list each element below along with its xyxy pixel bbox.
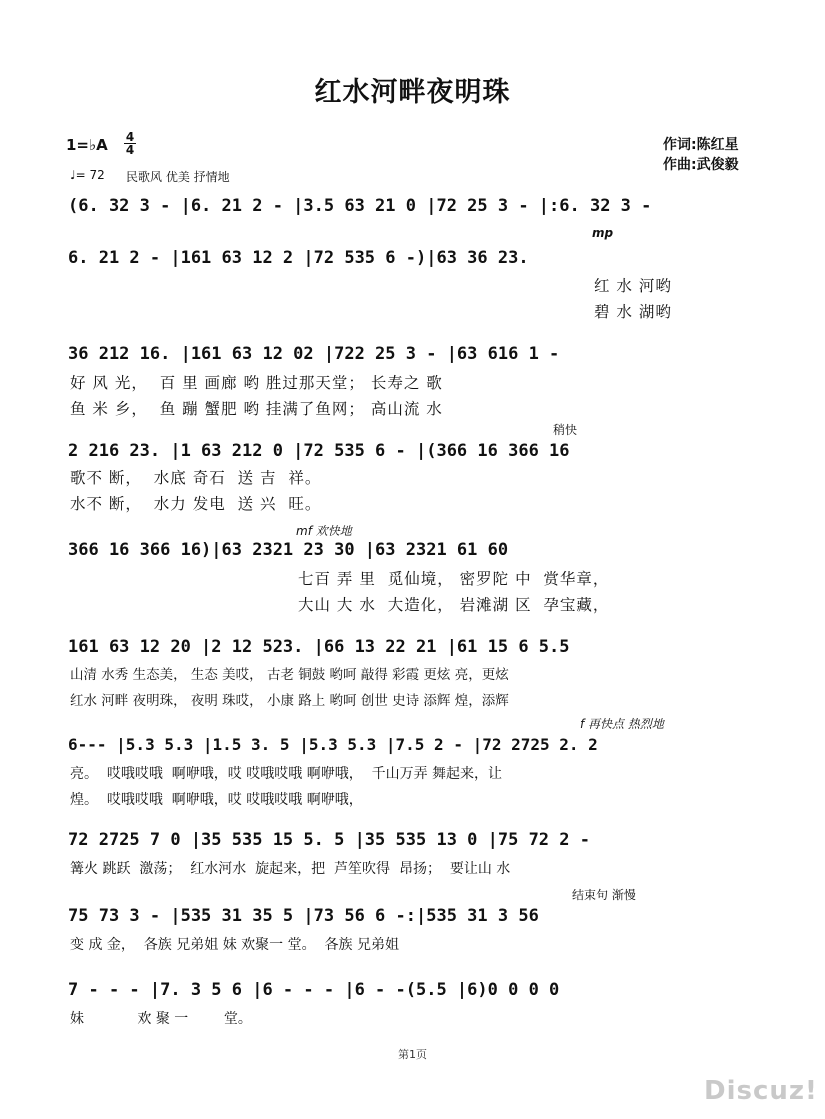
- lyric-verse-1: 篝火 跳跃 激荡； 红水河水 旋起来，把 芦笙吹得 昂扬； 要让山 水: [70, 861, 511, 877]
- notes-line: 72 2725 7 0 |35 535 15 5. 5 |35 535 13 0 |75 72 2 -: [68, 830, 590, 850]
- lyric-verse-1: 变 成 金， 各族 兄弟姐 妹 欢聚一 堂。 各族 兄弟姐: [70, 937, 399, 953]
- tempo-mark: ♩= 72: [70, 168, 105, 182]
- lyric-verse-1: 亮。 哎哦哎哦 啊咿哦，哎 哎哦哎哦 啊咿哦， 千山万弄 舞起来，让: [70, 766, 503, 782]
- score-row-7: [0, 717, 825, 808]
- lyric-verse-1: 好 风 光， 百 里 画廊 哟 胜过那天堂； 长寿之 歌: [70, 374, 443, 392]
- notes-line: 161 63 12 20 |2 12 523. |66 13 22 21 |61 15 6 5.5: [68, 637, 570, 657]
- lyric-verse-2: 大山 大 水 大造化， 岩滩湖 区 孕宝藏，: [298, 596, 610, 614]
- score-row-3: [0, 344, 825, 418]
- time-signature: [124, 131, 136, 156]
- score-row-8: [0, 830, 825, 900]
- score-row-6: [0, 637, 825, 707]
- lyric-verse-2: 水不 断， 水力 发电 送 兴 旺。: [70, 495, 322, 513]
- key-signature: 1=♭A: [66, 136, 108, 154]
- lyric-verse-1: 山清 水秀 生态美， 生态 美哎， 古老 铜鼓 哟呵 敲得 彩霞 更炫 亮，更炫: [70, 667, 509, 683]
- score-row-5: [0, 524, 825, 614]
- notes-line: 75 73 3 - |535 31 35 5 |73 56 6 -:|535 31 3 56: [68, 906, 539, 926]
- dynamic-mark: mf 欢快地: [296, 524, 352, 538]
- score-row-9: [0, 888, 825, 976]
- song-title: 红水河畔夜明珠: [314, 77, 511, 108]
- lyric-verse-1: 妹 欢 聚 一 堂。: [70, 1011, 252, 1027]
- composer-credit: 作曲:武俊毅: [663, 157, 739, 173]
- lyricist-credit: 作词:陈红星: [663, 137, 739, 153]
- notes-line: 6. 21 2 - |161 63 12 2 |72 535 6 -)|63 36 23.: [68, 248, 529, 268]
- dynamic-mark: mp: [592, 226, 614, 240]
- lyric-verse-1: 红 水 河哟: [594, 277, 672, 295]
- score-row-4: [0, 423, 825, 513]
- notes-line: 36 212 16. |161 63 12 02 |722 25 3 - |63 616 1 -: [68, 344, 560, 364]
- notes-line: 6--- |5.3 5.3 |1.5 3. 5 |5.3 5.3 |7.5 2 - |72 2725 2. 2: [68, 735, 598, 754]
- time-sig-bottom: 4: [125, 143, 135, 157]
- score-row-10: [0, 980, 825, 1050]
- notes-line: (6. 32 3 - |6. 21 2 - |3.5 63 21 0 |72 25 3 - |:6. 32 3 -: [68, 196, 652, 216]
- lyric-verse-2: 鱼 米 乡， 鱼 蹦 蟹肥 哟 挂满了鱼网； 高山流 水: [70, 400, 443, 418]
- time-sig-top: 4: [125, 130, 135, 144]
- notes-line: 7 - - - |7. 3 5 6 |6 - - - |6 - -(5.5 |6)0 0 0 0: [68, 980, 560, 1000]
- notes-line: 2 216 23. |1 63 212 0 |72 535 6 - |(366 16 366 16: [68, 441, 570, 461]
- watermark: Discuz!: [704, 1076, 818, 1106]
- dynamic-mark: f 再快点 热烈地: [580, 717, 664, 731]
- lyric-verse-2: 碧 水 湖哟: [594, 303, 672, 321]
- ending-mark: 结束句 渐慢: [572, 888, 636, 902]
- page-number: 第1页: [398, 1048, 427, 1061]
- lyric-verse-1: 歌不 断， 水底 奇石 送 吉 祥。: [70, 469, 322, 487]
- notes-line: 366 16 366 16)|63 2321 23 30 |63 2321 61 60: [68, 540, 509, 560]
- tempo-change-mark: 稍快: [553, 423, 578, 437]
- lyric-verse-1: 七百 弄 里 觅仙境， 密罗陀 中 赏华章，: [298, 570, 610, 588]
- lyric-verse-2: 红水 河畔 夜明珠， 夜明 珠哎， 小康 路上 哟呵 创世 史诗 添辉 煌，添辉: [70, 693, 509, 709]
- lyric-verse-2: 煌。 哎哦哎哦 啊咿哦，哎 哎哦哎哦 啊咿哦，: [70, 792, 363, 808]
- score-row-2: [0, 226, 825, 321]
- style-mark: 民歌风 优美 抒情地: [126, 170, 230, 184]
